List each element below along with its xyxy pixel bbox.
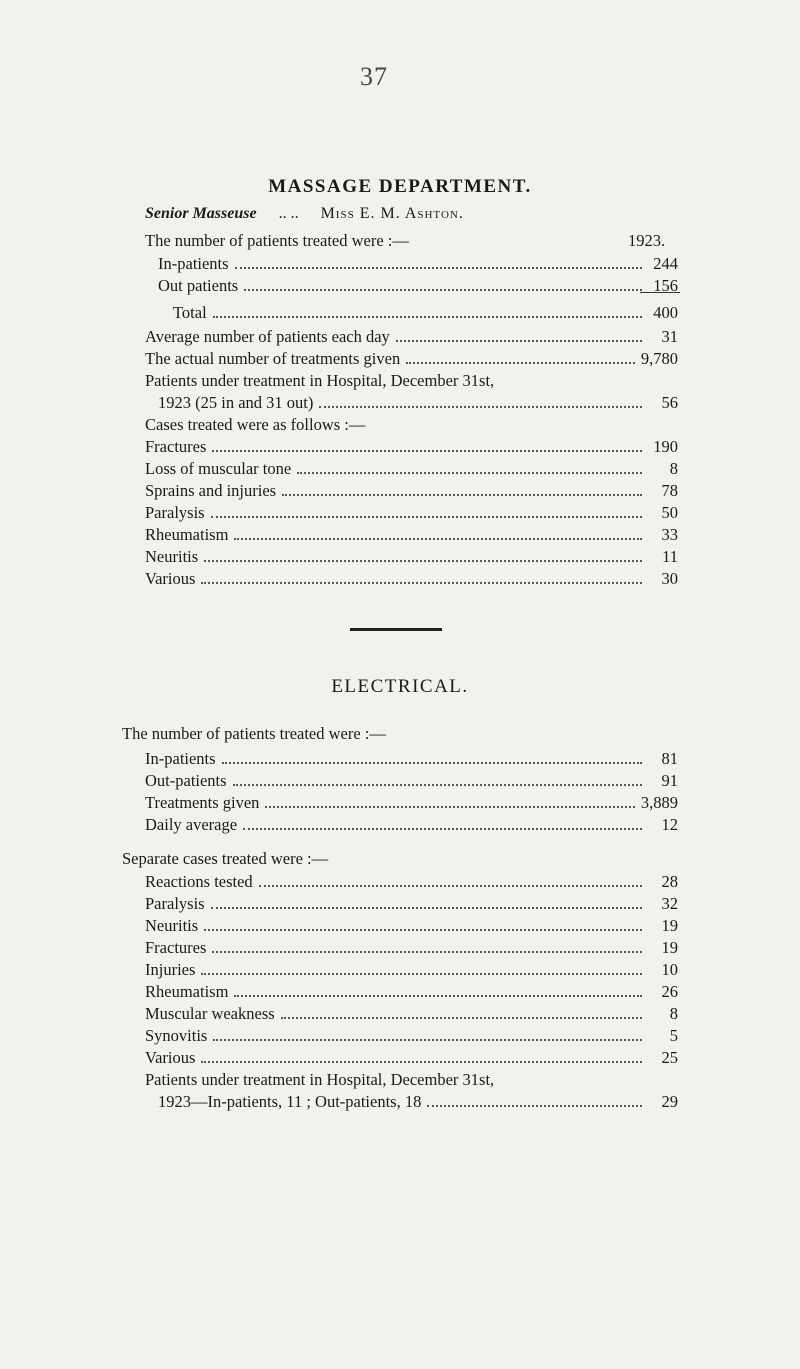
dot-leader bbox=[213, 316, 642, 318]
row-label: The actual number of treatments given bbox=[145, 349, 401, 368]
row-value: 81 bbox=[661, 749, 678, 768]
byline-dots: .. .. bbox=[278, 205, 299, 222]
row-label: Out patients bbox=[158, 276, 239, 295]
staff-role: Senior Masseuse bbox=[145, 205, 257, 222]
dot-leader bbox=[244, 289, 642, 291]
row-value: 56 bbox=[661, 393, 678, 412]
row-label: Fractures bbox=[145, 437, 207, 456]
sum-rule bbox=[640, 292, 680, 293]
dot-leader bbox=[319, 406, 642, 408]
row-label: Treatments given bbox=[145, 793, 260, 812]
row-value: 91 bbox=[661, 771, 678, 790]
dot-leader bbox=[427, 1105, 642, 1107]
dot-leader bbox=[396, 340, 642, 342]
dot-leader bbox=[204, 929, 642, 931]
massage-case-row bbox=[145, 525, 678, 547]
massage-byline bbox=[145, 205, 705, 223]
massage-case-row bbox=[145, 547, 678, 569]
dot-leader bbox=[201, 1061, 642, 1063]
row-value: 5 bbox=[669, 1026, 678, 1045]
massage-under-treatment-line1: Patients under treatment in Hospital, December 31st, bbox=[145, 371, 495, 390]
row-label: Total bbox=[173, 303, 207, 322]
dot-leader bbox=[281, 1017, 642, 1019]
electrical-case-row bbox=[145, 982, 678, 1004]
dot-leader bbox=[235, 267, 642, 269]
row-label: Out-patients bbox=[145, 771, 227, 790]
electrical-case-row bbox=[145, 916, 678, 938]
row-value: 33 bbox=[661, 525, 678, 544]
row-label: Daily average bbox=[145, 815, 238, 834]
electrical-case-row bbox=[145, 938, 678, 960]
dot-leader bbox=[265, 806, 634, 808]
row-value: 400 bbox=[653, 303, 678, 322]
dot-leader bbox=[222, 762, 642, 764]
row-label: Muscular weakness bbox=[145, 1004, 275, 1023]
row-value: 28 bbox=[661, 872, 678, 891]
electrical-intro: The number of patients treated were :— bbox=[122, 724, 386, 743]
electrical-title: ELECTRICAL. bbox=[331, 676, 469, 697]
massage-case-row bbox=[145, 569, 678, 591]
section-divider bbox=[350, 628, 442, 631]
row-label: Rheumatism bbox=[145, 525, 229, 544]
electrical-case-row bbox=[145, 960, 678, 982]
row-label: 1923 (25 in and 31 out) bbox=[158, 393, 314, 412]
row-value: 19 bbox=[661, 916, 678, 935]
electrical-count-row bbox=[145, 815, 678, 837]
row-label: Various bbox=[145, 1048, 196, 1067]
row-label: In-patients bbox=[145, 749, 216, 768]
row-label: Sprains and injuries bbox=[145, 481, 277, 500]
dot-leader bbox=[212, 450, 642, 452]
massage-in-patients bbox=[158, 254, 678, 276]
row-value: 244 bbox=[653, 254, 678, 273]
row-label: Average number of patients each day bbox=[145, 327, 390, 346]
row-label: Various bbox=[145, 569, 196, 588]
staff-name: Miss E. M. Ashton. bbox=[320, 205, 464, 222]
electrical-count-row bbox=[145, 793, 678, 815]
row-value: 12 bbox=[661, 815, 678, 834]
row-value: 50 bbox=[661, 503, 678, 522]
dot-leader bbox=[282, 494, 642, 496]
row-value: 31 bbox=[661, 327, 678, 346]
row-value: 10 bbox=[661, 960, 678, 979]
row-value: 32 bbox=[661, 894, 678, 913]
row-label: Rheumatism bbox=[145, 982, 229, 1001]
dot-leader bbox=[201, 582, 642, 584]
electrical-case-row bbox=[145, 1026, 678, 1048]
row-value: 9,780 bbox=[640, 349, 678, 368]
massage-intro: The number of patients treated were :— bbox=[145, 231, 409, 250]
row-value: 26 bbox=[661, 982, 678, 1001]
row-value: 78 bbox=[661, 481, 678, 500]
dot-leader bbox=[212, 951, 642, 953]
row-label: Loss of muscular tone bbox=[145, 459, 292, 478]
electrical-under-treatment bbox=[158, 1092, 678, 1114]
dot-leader bbox=[233, 784, 642, 786]
dot-leader bbox=[243, 828, 642, 830]
massage-average bbox=[145, 327, 678, 349]
row-label: Neuritis bbox=[145, 916, 199, 935]
electrical-case-row bbox=[145, 1004, 678, 1026]
electrical-cases-intro: Separate cases treated were :— bbox=[122, 849, 329, 868]
row-label: Neuritis bbox=[145, 547, 199, 566]
electrical-case-row bbox=[145, 872, 678, 894]
massage-out-patients bbox=[158, 276, 678, 298]
massage-case-row bbox=[145, 437, 678, 459]
massage-title: MASSAGE DEPARTMENT. bbox=[268, 176, 532, 197]
row-label: Synovitis bbox=[145, 1026, 208, 1045]
row-value: 25 bbox=[661, 1048, 678, 1067]
massage-total bbox=[173, 303, 678, 325]
row-value: 19 bbox=[661, 938, 678, 957]
row-value: 29 bbox=[661, 1092, 678, 1111]
row-label: Paralysis bbox=[145, 894, 205, 913]
row-label: 1923—In-patients, 11 ; Out-patients, 18 bbox=[158, 1092, 422, 1111]
massage-treatments bbox=[145, 349, 678, 371]
row-label: Injuries bbox=[145, 960, 196, 979]
row-label: In-patients bbox=[158, 254, 229, 273]
dot-leader bbox=[406, 362, 635, 364]
electrical-count-row bbox=[145, 749, 678, 771]
massage-cases-intro: Cases treated were as follows :— bbox=[145, 415, 366, 434]
row-value: 8 bbox=[669, 459, 678, 478]
massage-case-row bbox=[145, 481, 678, 503]
electrical-under-treatment-line1: Patients under treatment in Hospital, December 31st, bbox=[145, 1070, 495, 1089]
electrical-case-row bbox=[145, 894, 678, 916]
electrical-case-row bbox=[145, 1048, 678, 1070]
row-value: 3,889 bbox=[640, 793, 678, 812]
dot-leader bbox=[259, 885, 642, 887]
page-number: 37 bbox=[360, 62, 388, 91]
massage-case-row bbox=[145, 503, 678, 525]
row-value: 8 bbox=[669, 1004, 678, 1023]
massage-under-treatment bbox=[158, 393, 678, 415]
year-header: 1923. bbox=[628, 231, 666, 250]
row-label: Paralysis bbox=[145, 503, 205, 522]
dot-leader bbox=[213, 1039, 642, 1041]
electrical-count-row bbox=[145, 771, 678, 793]
dot-leader bbox=[234, 995, 642, 997]
dot-leader bbox=[201, 973, 642, 975]
dot-leader bbox=[211, 516, 642, 518]
row-value: 190 bbox=[653, 437, 678, 456]
dot-leader bbox=[204, 560, 642, 562]
dot-leader bbox=[211, 907, 642, 909]
row-label: Reactions tested bbox=[145, 872, 253, 891]
row-label: Fractures bbox=[145, 938, 207, 957]
row-value: 11 bbox=[662, 547, 678, 566]
row-value: 156 bbox=[653, 276, 678, 295]
dot-leader bbox=[297, 472, 642, 474]
massage-case-row bbox=[145, 459, 678, 481]
row-value: 30 bbox=[661, 569, 678, 588]
dot-leader bbox=[234, 538, 642, 540]
